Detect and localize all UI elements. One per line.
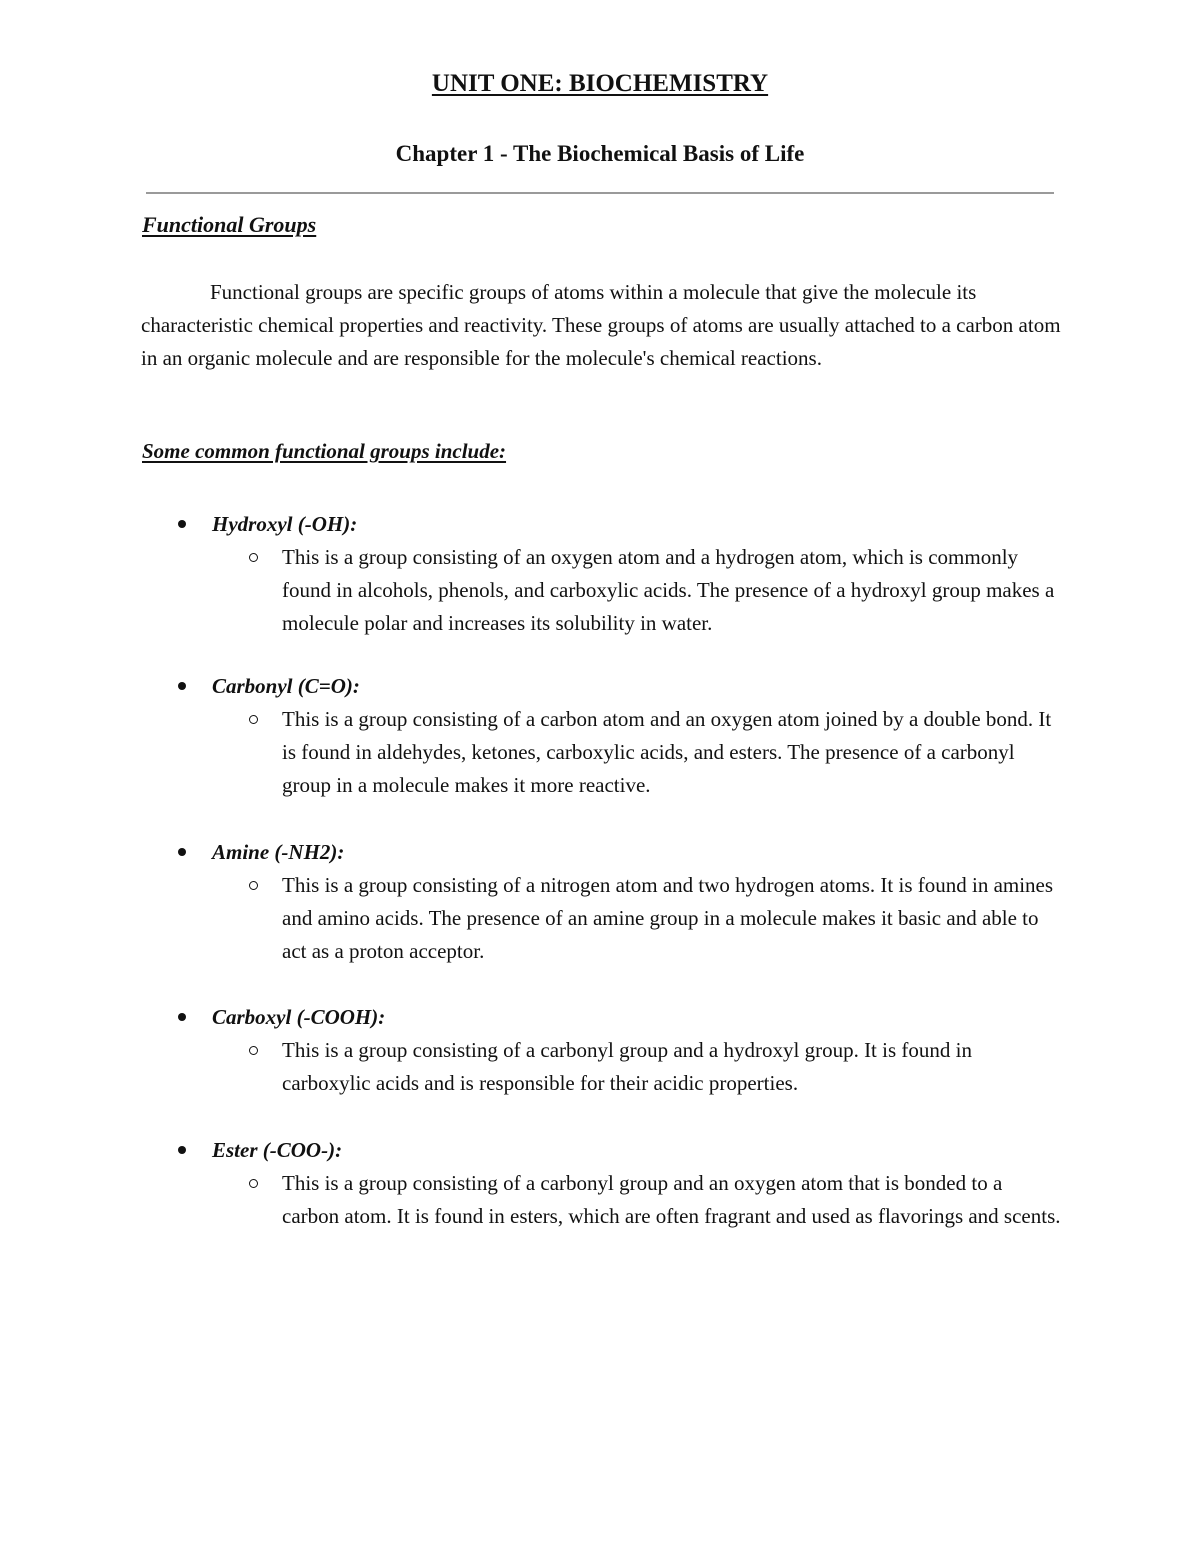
bullet-icon bbox=[178, 682, 186, 690]
group-name: Carbonyl (C=O): bbox=[212, 674, 360, 698]
intro-paragraph: Functional groups are specific groups of atoms within a molecule that give the molecule its characteristic chemical properties and reactivity. These groups of atoms are usually attached to a carbon atom in an organic molecule and are responsible for the molecule's chemical reactions. bbox=[141, 280, 1061, 370]
hollow-bullet-icon bbox=[249, 1046, 258, 1055]
group-description: This is a group consisting of a carbonyl group and an oxygen atom that is bonded to a carbon atom. It is found in esters, which are often fragrant and used as flavorings and scents. bbox=[282, 1171, 1061, 1228]
bullet-icon bbox=[178, 848, 186, 856]
group-name: Amine (-NH2): bbox=[212, 840, 345, 864]
hollow-bullet-icon bbox=[249, 553, 258, 562]
hollow-bullet-icon bbox=[249, 1179, 258, 1188]
group-description: This is a group consisting of a carbon atom and an oxygen atom joined by a double bond. It is found in aldehydes, ketones, carboxylic acids, and esters. The presence of a carbonyl group in a molecule makes it more reactive. bbox=[282, 707, 1052, 797]
group-description: This is a group consisting of a carbonyl group and a hydroxyl group. It is found in carboxylic acids and is responsible for their acidic properties. bbox=[282, 1038, 972, 1095]
functional-group-item bbox=[0, 836, 1200, 968]
section-heading: Functional Groups bbox=[142, 212, 317, 237]
chapter-title: Chapter 1 - The Biochemical Basis of Life bbox=[395, 141, 805, 166]
functional-group-item bbox=[0, 1134, 1200, 1233]
horizontal-rule bbox=[146, 192, 1054, 194]
bullet-icon bbox=[178, 520, 186, 528]
functional-group-item bbox=[0, 1001, 1200, 1100]
group-description: This is a group consisting of a nitrogen atom and two hydrogen atoms. It is found in amines and amino acids. The presence of an amine group in a molecule makes it basic and able to act as a proton acceptor. bbox=[282, 873, 1054, 963]
functional-group-item bbox=[0, 508, 1200, 640]
hollow-bullet-icon bbox=[249, 881, 258, 890]
list-heading: Some common functional groups include: bbox=[142, 439, 507, 463]
functional-group-item bbox=[0, 670, 1200, 802]
group-name: Carboxyl (-COOH): bbox=[212, 1005, 386, 1029]
hollow-bullet-icon bbox=[249, 715, 258, 724]
group-name: Ester (-COO-): bbox=[212, 1138, 343, 1162]
group-description: This is a group consisting of an oxygen atom and a hydrogen atom, which is commonly found in alcohols, phenols, and carboxylic acids. The presence of a hydroxyl group makes a molecule polar and increases its solubility in water. bbox=[282, 545, 1055, 635]
bullet-icon bbox=[178, 1146, 186, 1154]
unit-title: UNIT ONE: BIOCHEMISTRY bbox=[431, 70, 769, 97]
group-name: Hydroxyl (-OH): bbox=[212, 512, 358, 536]
bullet-icon bbox=[178, 1013, 186, 1021]
